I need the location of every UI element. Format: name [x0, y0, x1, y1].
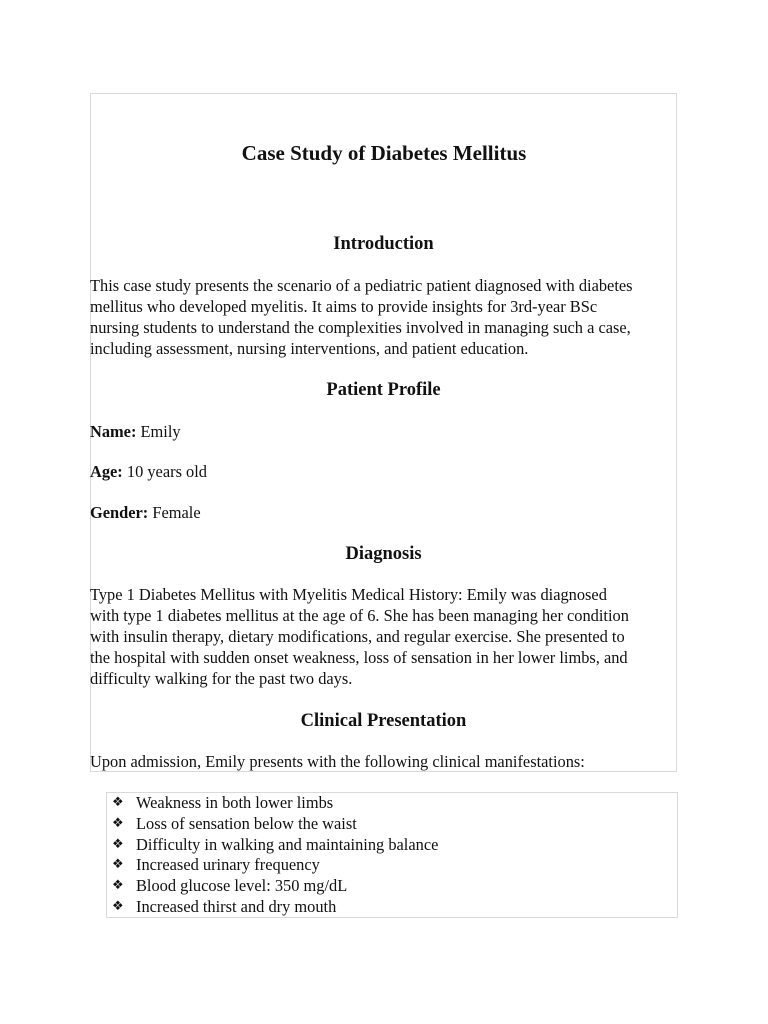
diagnosis-line: with insulin therapy, dietary modifications, and regular exercise. She presented to — [90, 627, 625, 646]
patient-age-value: 10 years old — [126, 462, 207, 481]
diagnosis-heading: Diagnosis — [345, 544, 422, 564]
introduction-paragraph — [90, 275, 680, 359]
diagnosis-paragraph — [90, 584, 680, 689]
diamond-bullet-icon: ❖ — [112, 836, 124, 852]
list-item — [112, 793, 438, 814]
introduction-line: mellitus who developed myelitis. It aims to provide insights for 3rd-year BSc — [90, 297, 598, 316]
patient-name-field — [90, 421, 181, 442]
list-item — [112, 855, 438, 876]
patient-name-value: Emily — [140, 422, 181, 441]
manifestations-list — [112, 793, 438, 918]
patient-age-field — [90, 461, 207, 482]
introduction-line: nursing students to understand the complexities involved in managing such a case, — [90, 318, 631, 337]
clinical-presentation-heading: Clinical Presentation — [300, 711, 467, 731]
list-item-text: Increased urinary frequency — [136, 855, 320, 875]
list-item — [112, 897, 438, 918]
patient-name-label: Name: — [90, 422, 137, 441]
diamond-bullet-icon: ❖ — [112, 898, 124, 914]
introduction-line: including assessment, nursing interventions, and patient education. — [90, 339, 529, 358]
diamond-bullet-icon: ❖ — [112, 795, 124, 810]
introduction-line: This case study presents the scenario of a pediatric patient diagnosed with diabetes — [90, 276, 633, 295]
diagnosis-line: with type 1 diabetes mellitus at the age of 6. She has been managing her condition — [90, 606, 629, 625]
patient-age-label: Age: — [90, 462, 123, 481]
diamond-bullet-icon: ❖ — [112, 857, 124, 873]
patient-gender-value: Female — [152, 503, 201, 522]
diagnosis-line: the hospital with sudden onset weakness, loss of sensation in her lower limbs, and — [90, 648, 628, 667]
list-item — [112, 814, 438, 835]
diamond-bullet-icon: ❖ — [112, 815, 124, 831]
patient-gender-label: Gender: — [90, 503, 149, 522]
diagnosis-line: Type 1 Diabetes Mellitus with Myelitis Medical History: Emily was diagnosed — [90, 585, 607, 604]
list-item-text: Difficulty in walking and maintaining balance — [136, 834, 439, 854]
clinical-presentation-intro: Upon admission, Emily presents with the following clinical manifestations: — [90, 752, 585, 771]
diamond-bullet-icon: ❖ — [112, 878, 124, 894]
list-item-text: Increased thirst and dry mouth — [136, 896, 337, 916]
document-title: Case Study of Diabetes Mellitus — [241, 141, 527, 165]
patient-profile-heading: Patient Profile — [326, 380, 441, 400]
diagnosis-line: difficulty walking for the past two days. — [90, 669, 353, 688]
list-item-text: Loss of sensation below the waist — [136, 813, 357, 833]
patient-gender-field — [90, 502, 201, 523]
introduction-heading: Introduction — [333, 234, 434, 254]
list-item — [112, 835, 438, 856]
list-item-text: Blood glucose level: 350 mg/dL — [136, 876, 348, 896]
list-item-text: Weakness in both lower limbs — [136, 793, 334, 812]
list-item — [112, 876, 438, 897]
